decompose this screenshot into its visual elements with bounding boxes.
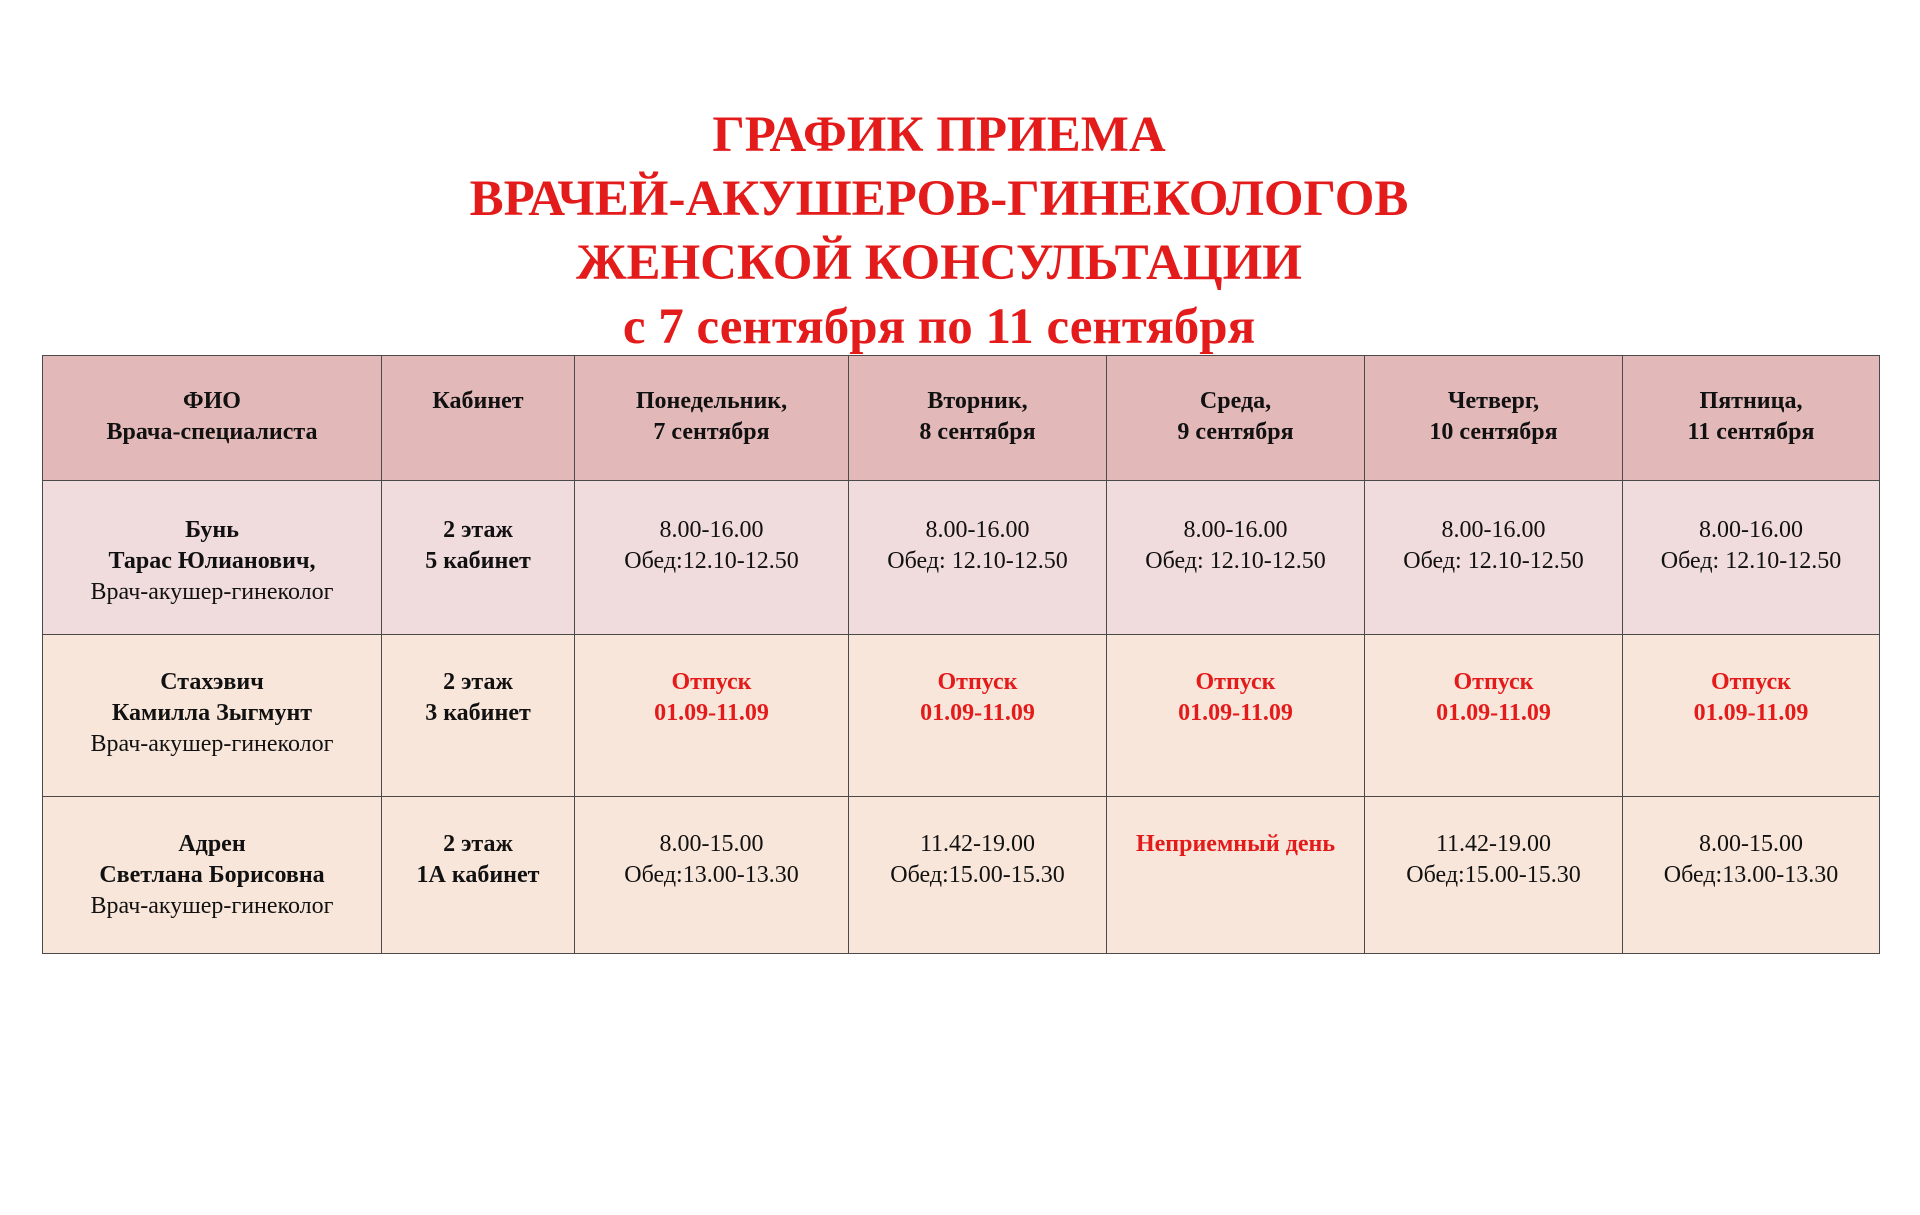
title-line-2: ВРАЧЕЙ-АКУШЕРОВ-ГИНЕКОЛОГОВ	[469, 171, 1409, 227]
room-cell	[382, 481, 575, 635]
header-day-thursday	[1365, 356, 1623, 481]
lunch-hours: Обед: 12.10-12.50	[1403, 548, 1584, 574]
vacation-label: Отпуск	[1453, 669, 1534, 695]
work-hours: 11.42-19.00	[919, 831, 1036, 857]
schedule-cell	[849, 797, 1107, 954]
header-name	[43, 356, 382, 481]
schedule-cell	[1623, 635, 1880, 797]
title-line-4-dates: с 7 сентября по 11 сентября	[622, 299, 1256, 355]
doctor-given-name: Камилла Зыгмунт	[111, 700, 313, 726]
room-floor: 2 этаж	[443, 669, 513, 695]
room-number: 5 кабинет	[425, 548, 531, 574]
vacation-label: Отпуск	[1710, 669, 1792, 695]
header-day-name: Вторник,	[927, 388, 1028, 414]
room-cell	[382, 797, 575, 954]
header-room-label: Кабинет	[432, 388, 524, 414]
header-day-name: Среда,	[1199, 388, 1272, 414]
header-day-date: 8 сентября	[919, 419, 1036, 445]
lunch-hours: Обед:15.00-15.30	[1406, 862, 1581, 888]
header-day-name: Четверг,	[1447, 388, 1540, 414]
doctor-surname: Бунь	[185, 517, 239, 543]
vacation-dates: 01.09-11.09	[1436, 700, 1551, 726]
doctor-surname: Стахэвич	[160, 669, 264, 695]
doctor-surname: Адрен	[178, 831, 246, 857]
lunch-hours: Обед:13.00-13.30	[1663, 862, 1839, 888]
lunch-hours: Обед:12.10-12.50	[624, 548, 799, 574]
table-row	[43, 481, 1880, 635]
schedule-cell	[1365, 797, 1623, 954]
schedule-cell	[849, 481, 1107, 635]
table-row	[43, 797, 1880, 954]
room-floor: 2 этаж	[443, 517, 513, 543]
work-hours: 11.42-19.00	[1435, 831, 1552, 857]
header-day-name: Понедельник,	[635, 388, 788, 414]
header-name-line-2: Врача-специалиста	[106, 419, 318, 445]
schedule-cell	[1107, 481, 1365, 635]
table-row	[43, 635, 1880, 797]
work-hours: 8.00-15.00	[1699, 831, 1803, 857]
lunch-hours: Обед:13.00-13.30	[624, 862, 799, 888]
doctor-cell	[43, 635, 382, 797]
work-hours: 8.00-16.00	[1183, 517, 1288, 543]
vacation-dates: 01.09-11.09	[1693, 700, 1809, 726]
title-line-3: ЖЕНСКОЙ КОНСУЛЬТАЦИИ	[576, 235, 1302, 291]
schedule-cell	[1365, 481, 1623, 635]
vacation-dates: 01.09-11.09	[1178, 700, 1293, 726]
room-floor: 2 этаж	[443, 831, 513, 857]
lunch-hours: Обед: 12.10-12.50	[1660, 548, 1842, 574]
lunch-hours: Обед: 12.10-12.50	[1145, 548, 1326, 574]
header-day-monday	[575, 356, 849, 481]
schedule-cell	[849, 635, 1107, 797]
schedule-cell	[1365, 635, 1623, 797]
header-day-name: Пятница,	[1699, 388, 1803, 414]
header-day-tuesday	[849, 356, 1107, 481]
schedule-cell	[1623, 797, 1880, 954]
schedule-cell	[575, 481, 849, 635]
header-name-line-1: ФИО	[183, 388, 241, 414]
doctor-position: Врач-акушер-гинеколог	[90, 579, 334, 605]
doctor-position: Врач-акушер-гинеколог	[90, 731, 334, 757]
header-day-date: 11 сентября	[1687, 419, 1815, 445]
work-hours: 8.00-15.00	[659, 831, 764, 857]
doctor-given-name: Светлана Борисовна	[99, 862, 325, 888]
room-number: 3 кабинет	[425, 700, 531, 726]
lunch-hours: Обед: 12.10-12.50	[887, 548, 1068, 574]
schedule-cell	[1107, 797, 1365, 954]
header-row	[43, 356, 1880, 481]
room-cell	[382, 635, 575, 797]
schedule-cell	[575, 635, 849, 797]
header-room	[382, 356, 575, 481]
header-day-date: 7 сентября	[653, 419, 770, 445]
work-hours: 8.00-16.00	[925, 517, 1030, 543]
vacation-label: Отпуск	[1195, 669, 1276, 695]
schedule-cell	[575, 797, 849, 954]
header-day-date: 10 сентября	[1429, 419, 1558, 445]
header-day-friday	[1623, 356, 1880, 481]
schedule-table	[42, 355, 1880, 954]
schedule-cell	[1107, 635, 1365, 797]
vacation-dates: 01.09-11.09	[654, 700, 769, 726]
work-hours: 8.00-16.00	[1441, 517, 1546, 543]
schedule-cell	[1623, 481, 1880, 635]
header-day-wednesday	[1107, 356, 1365, 481]
doctor-cell	[43, 797, 382, 954]
vacation-dates: 01.09-11.09	[920, 700, 1035, 726]
vacation-label: Отпуск	[671, 669, 752, 695]
lunch-hours: Обед:15.00-15.30	[890, 862, 1065, 888]
header-day-date: 9 сентября	[1177, 419, 1294, 445]
room-number: 1А кабинет	[416, 862, 540, 888]
page-title	[0, 103, 1878, 359]
doctor-given-name: Тарас Юлианович,	[108, 548, 316, 574]
work-hours: 8.00-16.00	[1699, 517, 1803, 543]
vacation-label: Отпуск	[937, 669, 1018, 695]
title-line-1: ГРАФИК ПРИЕМА	[712, 107, 1166, 163]
doctor-position: Врач-акушер-гинеколог	[90, 893, 334, 919]
non-reception-day: Неприемный день	[1135, 831, 1336, 857]
doctor-cell	[43, 481, 382, 635]
work-hours: 8.00-16.00	[659, 517, 764, 543]
